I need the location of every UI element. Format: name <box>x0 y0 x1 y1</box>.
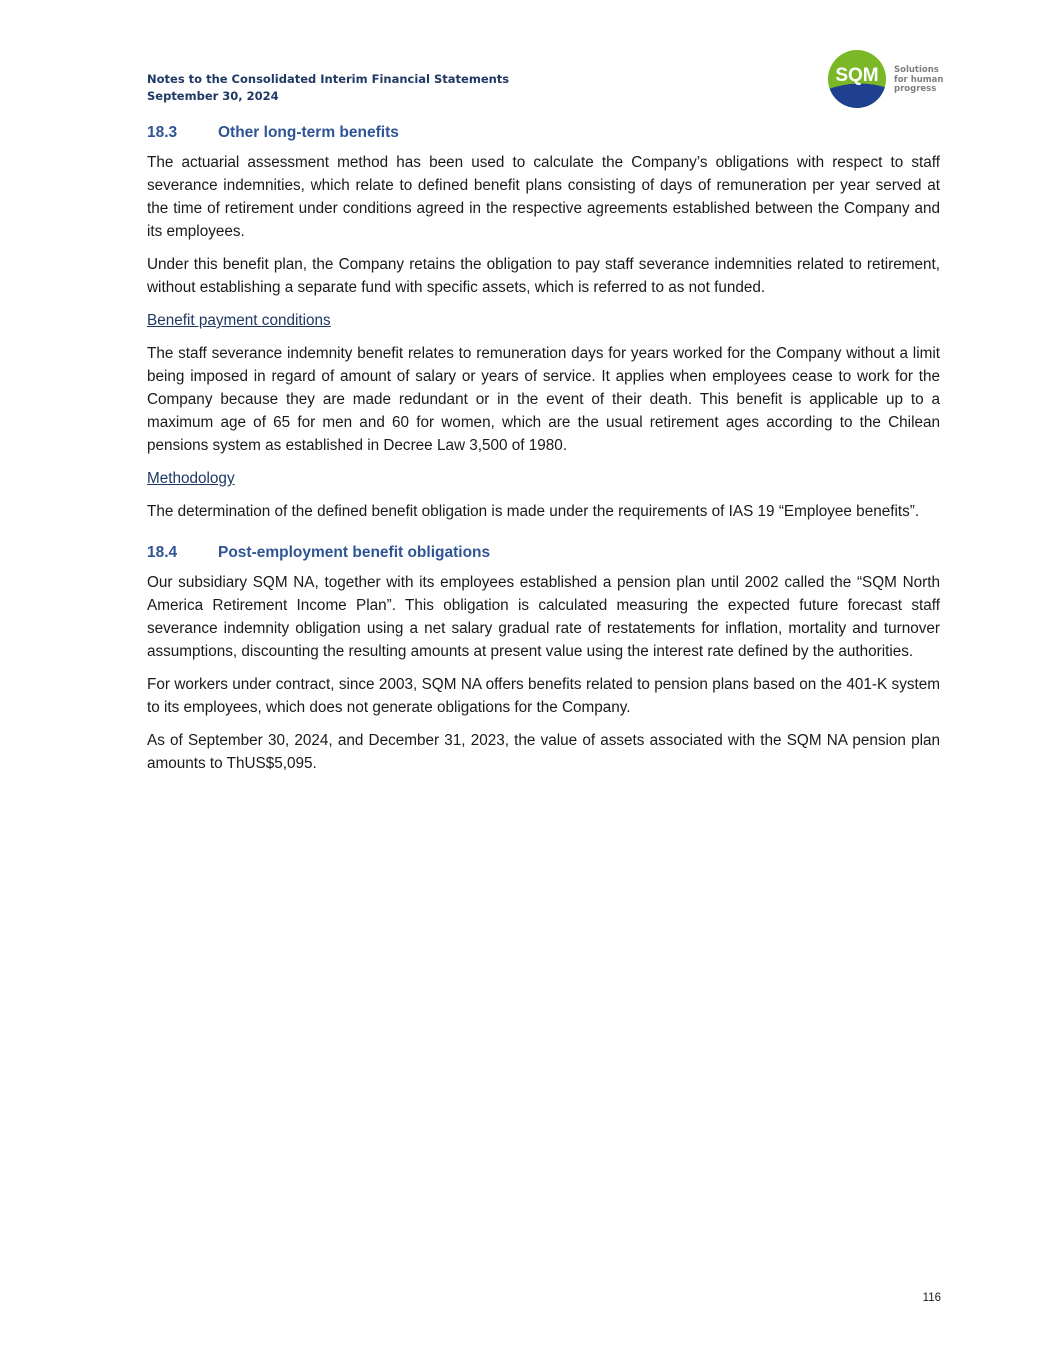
paragraph-assets-value: As of September 30, 2024, and December 31, 2023, the value of assets associated with the SQM NA pension plan amounts to ThUS$5,095. <box>147 732 940 772</box>
paragraph-sqm-na-pension: Our subsidiary SQM NA, together with its employees established a pension plan until 2002 called the “SQM North America Retirement Income Plan”. This obligation is calculated measuring the expected future forecast staff severance indemnity obligation using a net salary gradual rate of restatements for inflation, mortality and turnover assumptions, discounting the resulting amounts at present value using the interest rate defined by the authorities. <box>147 574 940 660</box>
document-header <box>147 71 509 105</box>
section-heading-18-3 <box>147 120 940 146</box>
section-number: 18.4 <box>147 544 178 561</box>
section-title: Other long-term benefits <box>218 124 399 141</box>
section-title: Post-employment benefit obligations <box>218 544 491 561</box>
subheading-benefit-payment-conditions: Benefit payment conditions <box>147 312 331 329</box>
paragraph-determination: The determination of the defined benefit obligation is made under the requirements of IAS 19 “Employee benefits”. <box>147 503 920 520</box>
header-date: September 30, 2024 <box>147 89 279 103</box>
paragraph-severance-indemnity: The staff severance indemnity benefit relates to remuneration days for years worked for the Company without a limit being imposed in regard of amount of salary or years of service. It applies when employees cease to work for the Company because they are made redundant or in the event of their death. This benefit is applicable up to a maximum age of 65 for men and 60 for women, which are the usual retirement ages according to the Chilean pensions system as established in Decree Law 3,500 of 1980. <box>147 345 940 454</box>
logo-tagline <box>894 66 943 95</box>
logo-tagline-line3: progress <box>894 84 937 94</box>
sqm-logo <box>826 48 946 110</box>
logo-wordmark: SQM <box>835 65 879 86</box>
paragraph-benefit-plan: Under this benefit plan, the Company retains the obligation to pay staff severance indemnities related to retirement, without establishing a separate fund with specific assets, which is referred to as not funded. <box>147 256 940 296</box>
page-content <box>147 120 940 775</box>
logo-tagline-line2: for human <box>894 74 944 85</box>
paragraph-401k: For workers under contract, since 2003, SQM NA offers benefits related to pension plans based on the 401-K system to its employees, which does not generate obligations for the Company. <box>147 676 940 716</box>
subheading-methodology: Methodology <box>147 470 235 487</box>
page-number: 116 <box>922 1292 941 1304</box>
section-heading-18-4 <box>147 540 940 566</box>
sqm-logo-mark <box>826 48 888 110</box>
section-number: 18.3 <box>147 124 178 141</box>
logo-tagline-line1: Solutions <box>894 65 939 75</box>
header-title: Notes to the Consolidated Interim Financial Statements <box>147 72 510 86</box>
paragraph-actuarial-assessment: The actuarial assessment method has been used to calculate the Company’s obligations with respect to staff severance indemnities, which relate to defined benefit plans consisting of days of remuneration per year served at the time of retirement under conditions agreed in the respective agreements established between the Company and its employees. <box>147 154 940 240</box>
